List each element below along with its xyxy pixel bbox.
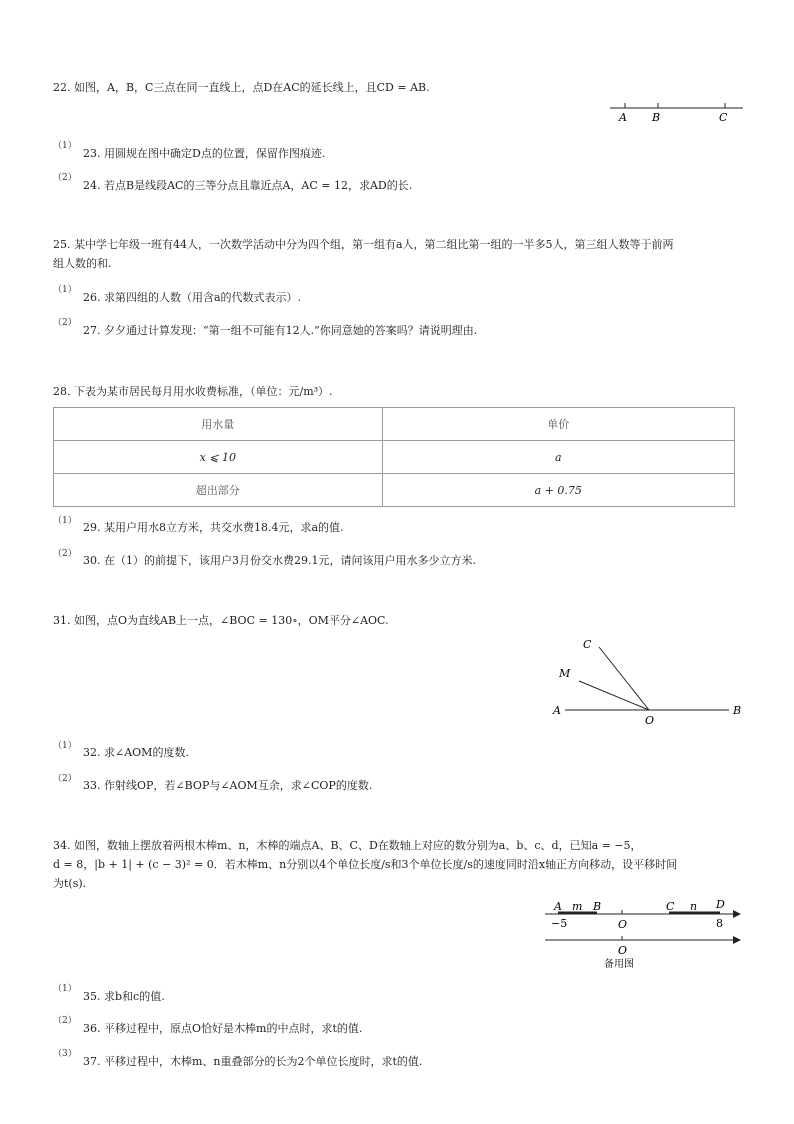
q31-label-o: O (645, 714, 655, 727)
q22-sub-1-body (83, 145, 325, 161)
q22-figure (605, 98, 750, 128)
q22-sub-1 (53, 138, 77, 151)
q25-text-line1: 某中学七年级一班有44人，一次数学活动中分为四个组，第一组有a人，第二组比第一组的一半多5人，第三组人数等于前两 (74, 238, 674, 251)
q28-sub-1-body (83, 519, 344, 535)
sub-tag: （2） (53, 774, 77, 784)
q34-label-a: A (554, 900, 562, 913)
q28-number: 28. (53, 385, 71, 398)
sub-text: 若点B是线段AC的三等分点且靠近点A，AC = 12，求AD的长. (104, 179, 413, 192)
q34-spare-label-o: O (618, 944, 628, 957)
sub-number: 23. (83, 147, 101, 160)
table-header-cell: 单价 (382, 408, 734, 441)
q28-sub-1 (53, 513, 77, 526)
table-cell: 超出部分 (54, 474, 383, 507)
sub-tag: （3） (53, 1049, 77, 1059)
q31-sub-1-body (83, 744, 189, 760)
sub-text: 夕夕通过计算发现：“第一组不可能有12人.”你同意她的答案吗？请说明理由. (104, 324, 478, 337)
q34-sub-3-body (83, 1053, 422, 1069)
sub-number: 29. (83, 521, 101, 534)
q28-sub-2-body (83, 552, 476, 568)
sub-number: 24. (83, 179, 101, 192)
q31-label-a: A (553, 704, 561, 717)
q34-label-n: n (690, 900, 698, 913)
sub-tag: （1） (53, 141, 77, 151)
q34-tick-label-8: 8 (716, 917, 723, 930)
q22-number: 22. (53, 81, 71, 94)
q25-sub-2-body (83, 322, 477, 338)
sub-number: 36. (83, 1022, 101, 1035)
table-row (54, 441, 735, 474)
q22-stem (53, 80, 430, 96)
q34-sub-2 (53, 1013, 77, 1026)
water-fee-table (53, 407, 735, 507)
sub-number: 30. (83, 554, 101, 567)
table-cell: x ⩽ 10 (54, 441, 383, 474)
sub-tag: （1） (53, 516, 77, 526)
q34-sub-3 (53, 1046, 77, 1059)
q28-text: 下表为某市居民每月用水收费标准，（单位：元/m³）. (74, 385, 333, 398)
q22-text: 如图，A，B，C三点在同一直线上，点D在AC的延长线上，且CD = AB. (74, 81, 430, 94)
q31-label-b: B (733, 704, 742, 717)
q31-label-c: C (583, 638, 592, 651)
q31-sub-1 (53, 738, 77, 751)
q31-sub-2 (53, 771, 77, 784)
sub-text: 求∠AOM的度数. (104, 746, 189, 759)
q34-stem-line3: 为t(s). (53, 877, 87, 890)
sub-number: 37. (83, 1055, 101, 1068)
sub-number: 26. (83, 291, 101, 304)
sub-number: 35. (83, 990, 101, 1003)
q31-label-m: M (559, 667, 571, 680)
q22-label-b: B (652, 111, 661, 124)
q34-label-d: D (716, 898, 725, 911)
sub-tag: （1） (53, 984, 77, 994)
table-header-cell: 用水量 (54, 408, 383, 441)
q31-number: 31. (53, 614, 71, 627)
sub-text: 某用户用水8立方米，共交水费18.4元，求a的值. (104, 521, 344, 534)
sub-tag: （2） (53, 549, 77, 559)
sub-text: 在（1）的前提下，该用户3月份交水费29.1元，请问该用户用水多少立方米. (104, 554, 476, 567)
q34-label-c: C (666, 900, 675, 913)
sub-number: 33. (83, 779, 101, 792)
q25-sub-2 (53, 315, 77, 328)
q28-stem (53, 384, 333, 400)
q34-sub-1 (53, 981, 77, 994)
q25-stem (53, 237, 674, 253)
table-cell: a + 0.75 (382, 474, 734, 507)
q34-figure (540, 894, 750, 972)
q34-tick-label-minus5: −5 (551, 917, 568, 930)
q34-number: 34. (53, 839, 71, 852)
sub-tag: （1） (53, 741, 77, 751)
sub-number: 32. (83, 746, 101, 759)
table-header-row (54, 408, 735, 441)
sub-tag: （2） (53, 1016, 77, 1026)
sub-tag: （2） (53, 318, 77, 328)
q31-figure (545, 632, 755, 727)
q25-number: 25. (53, 238, 71, 251)
q34-label-o: O (618, 918, 628, 931)
q34-stem (53, 838, 642, 854)
q22-label-a: A (619, 111, 627, 124)
sub-tag: （1） (53, 285, 77, 295)
sub-text: 平移过程中，原点O恰好是木棒m的中点时，求t的值. (104, 1022, 363, 1035)
sub-tag: （2） (53, 173, 77, 183)
q34-label-b: B (593, 900, 602, 913)
q22-sub-2 (53, 170, 77, 183)
q34-figure-caption: 备用图 (604, 959, 634, 970)
q31-sub-2-body (83, 777, 372, 793)
q31-ray-om (579, 681, 649, 710)
q31-stem (53, 613, 389, 629)
q25-sub-1-body (83, 289, 301, 305)
q28-sub-2 (53, 546, 77, 559)
q22-sub-2-body (83, 177, 412, 193)
q31-text: 如图，点O为直线AB上一点，∠BOC = 130∘，OM平分∠AOC. (74, 614, 389, 627)
sub-text: 平移过程中，木棒m、n重叠部分的长为2个单位长度时，求t的值. (104, 1055, 423, 1068)
q34-label-m: m (572, 900, 583, 913)
sub-text: 用圆规在图中确定D点的位置，保留作图痕迹. (104, 147, 326, 160)
q22-label-c: C (719, 111, 728, 124)
sub-text: 求b和c的值. (104, 990, 165, 1003)
sub-text: 求第四组的人数（用含a的代数式表示）. (104, 291, 302, 304)
q34-stem-line2: d = 8，|b + 1| + (c − 3)² = 0．若木棒m、n分别以4个单位长度/s和3个单位长度/s的速度同时沿x轴正方向移动，设平移时间 (53, 858, 678, 871)
q25-sub-1 (53, 282, 77, 295)
q34-sub-1-body (83, 988, 165, 1004)
sub-number: 27. (83, 324, 101, 337)
q34-text-line1: 如图，数轴上摆放着两根木棒m、n，木棒的端点A、B、C、D在数轴上对应的数分别为a、b、c、d，已知a = −5， (74, 839, 642, 852)
sub-text: 作射线OP，若∠BOP与∠AOM互余，求∠COP的度数. (104, 779, 373, 792)
q25-stem-line2: 组人数的和. (53, 257, 112, 270)
table-cell: a (382, 441, 734, 474)
q31-ray-oc (599, 647, 649, 710)
q34-sub-2-body (83, 1020, 362, 1036)
table-row (54, 474, 735, 507)
